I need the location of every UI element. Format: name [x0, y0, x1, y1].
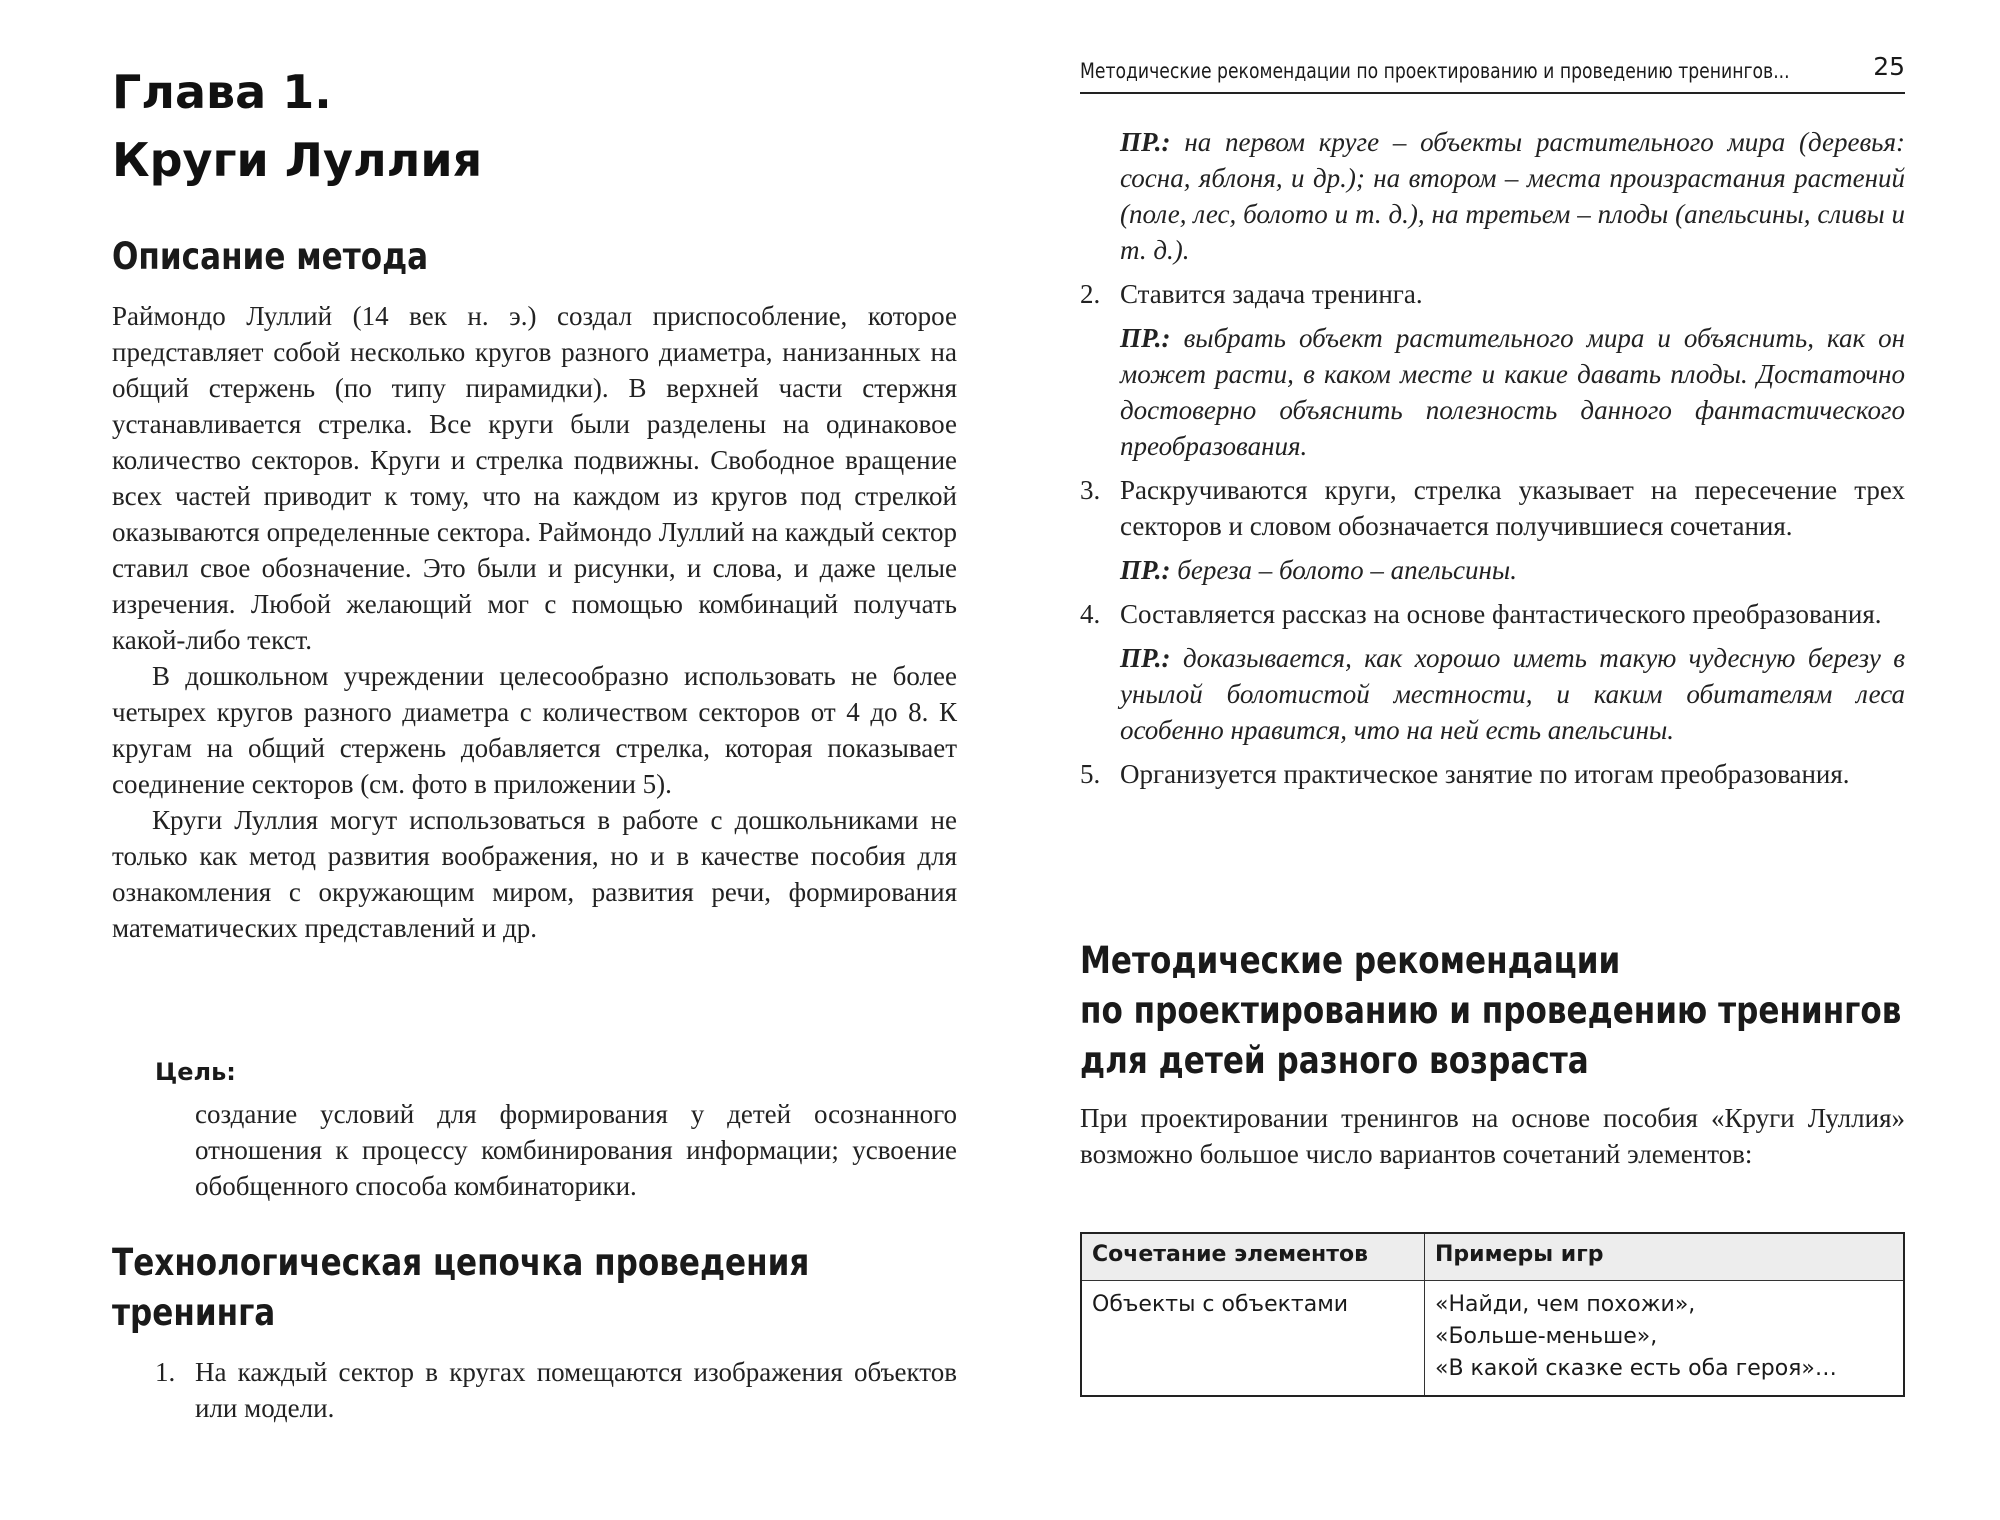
section-heading-method-description: Описание метода [112, 235, 429, 278]
step-text: Раскручиваются круги, стрелка указывает на пересечение трех секторов и словом обозначается получившиеся сочетания. [1120, 475, 1905, 541]
list-item [1080, 276, 1905, 312]
example-block [1120, 640, 1905, 748]
paragraph-2: В дошкольном учреждении целесообразно использовать не более четырех кругов разного диаметра с количеством секторов от 4 до 8. К кругам на общий стержень добавляется стрелка, которая показывает соединение секторов (см. фото в приложении 5). [112, 661, 957, 799]
table-row [1081, 1281, 1904, 1397]
section-heading-recommendations [1080, 936, 1901, 1086]
example-label: ПР.: [1120, 127, 1171, 157]
steps-list-left [155, 1354, 957, 1426]
example-block [1120, 552, 1905, 588]
game-example: «В какой сказке есть оба героя»… [1435, 1356, 1837, 1381]
table-cell [1425, 1281, 1905, 1397]
step-text: Ставится задача тренинга. [1120, 279, 1423, 309]
recommendations-intro: При проектировании тренингов на основе пособия «Круги Луллия» возможно большое число вариантов сочетаний элементов: [1080, 1103, 1905, 1169]
games-table [1080, 1232, 1905, 1397]
paragraph-3: Круги Луллия могут использоваться в работе с дошкольниками не только как метод развития воображения, но и в качестве пособия для ознакомления с окружающим миром, развития речи, формирования математических представлений и др. [112, 805, 957, 943]
list-item [1080, 596, 1905, 632]
column-header: Примеры игр [1425, 1233, 1905, 1281]
game-example: «Больше-меньше», [1435, 1324, 1658, 1349]
table-header-row [1081, 1233, 1904, 1281]
example-label: ПР.: [1120, 323, 1171, 353]
section-heading-line: по проектированию и проведению тренингов [1080, 989, 1902, 1032]
step-text: Организуется практическое занятие по итогам преобразования. [1120, 759, 1850, 789]
step-number: 3. [1080, 475, 1101, 505]
example-label: ПР.: [1120, 555, 1171, 585]
step-text: На каждый сектор в кругах помещаются изображения объектов или модели. [195, 1357, 957, 1423]
example-text: береза – болото – апельсины. [1177, 555, 1517, 585]
step-number: 5. [1080, 759, 1101, 789]
header-rule [1080, 92, 1905, 94]
game-example: «Найди, чем похожи», [1435, 1292, 1696, 1317]
example-label: ПР.: [1120, 643, 1171, 673]
list-item [1080, 756, 1905, 792]
example-text: на первом круге – объекты растительного мира (деревья: сосна, яблоня, и др.); на втором – места произрастания растений (поле, лес, болото и т. д.), на третьем – плоды (апельсины, сливы и т. д.). [1120, 127, 1905, 265]
chapter-title [112, 58, 482, 194]
table-cell: Объекты с объектами [1081, 1281, 1425, 1397]
example-block [1120, 124, 1905, 268]
step-number: 2. [1080, 279, 1101, 309]
right-page [1000, 0, 2000, 1520]
list-item [155, 1354, 957, 1426]
example-block [1120, 320, 1905, 464]
step-number: 1. [155, 1357, 176, 1387]
method-description-text [112, 298, 957, 946]
page-number: 25 [1873, 52, 1905, 81]
section-heading-line: Методические рекомендации [1080, 939, 1621, 982]
section-heading-line: Технологическая цепочка проведения [112, 1241, 810, 1284]
steps-continuation [1080, 124, 1905, 792]
goal-text: создание условий для формирования у детей осознанного отношения к процессу комбинирования информации; усвоение обобщенного способа комбинаторики. [195, 1099, 957, 1201]
paragraph-1: Раймондо Луллий (14 век н. э.) создал приспособление, которое представляет собой несколько кругов разного диаметра, нанизанных на общий стержень (по типу пирамидки). В верхней части стержня устанавливается стрелка. Все круги были разделены на одинаковое количество секторов. Круги и стрелка подвижны. Свободное вращение всех частей приводит к тому, что на каждом из кругов под стрелкой оказываются определенные сектора. Раймондо Луллий на каждый сектор ставил свое обозначение. Это были и рисунки, и слова, и даже целые изречения. Любой желающий мог с помощью комбинаций получать какой-либо текст. [112, 301, 957, 655]
steps-list-right [1080, 276, 1905, 312]
example-text: доказывается, как хорошо иметь такую чудесную березу в унылой болотистой местности, и каким обитателям леса особенно нравится, что на ней есть апельсины. [1120, 643, 1905, 745]
section-heading-line: тренинга [112, 1291, 276, 1334]
steps-list-right [1080, 756, 1905, 792]
goal-label: Цель: [155, 1058, 236, 1086]
step-number: 4. [1080, 599, 1101, 629]
list-item [1080, 472, 1905, 544]
chapter-name: Круги Луллия [112, 133, 483, 187]
running-title: Методические рекомендации по проектированию и проведению тренингов... [1080, 59, 1790, 83]
chapter-number: Глава 1. [112, 65, 332, 119]
step-text: Составляется рассказ на основе фантастического преобразования. [1120, 599, 1882, 629]
steps-list-right [1080, 472, 1905, 544]
section-heading-line: для детей разного возраста [1080, 1039, 1589, 1082]
steps-list-right [1080, 596, 1905, 632]
example-text: выбрать объект растительного мира и объяснить, как он может расти, в каком месте и какие давать плоды. Достаточно достоверно объяснить полезность данного фантастического преобразования. [1120, 323, 1905, 461]
section-heading-tech-chain [112, 1238, 809, 1338]
column-header: Сочетание элементов [1081, 1233, 1425, 1281]
